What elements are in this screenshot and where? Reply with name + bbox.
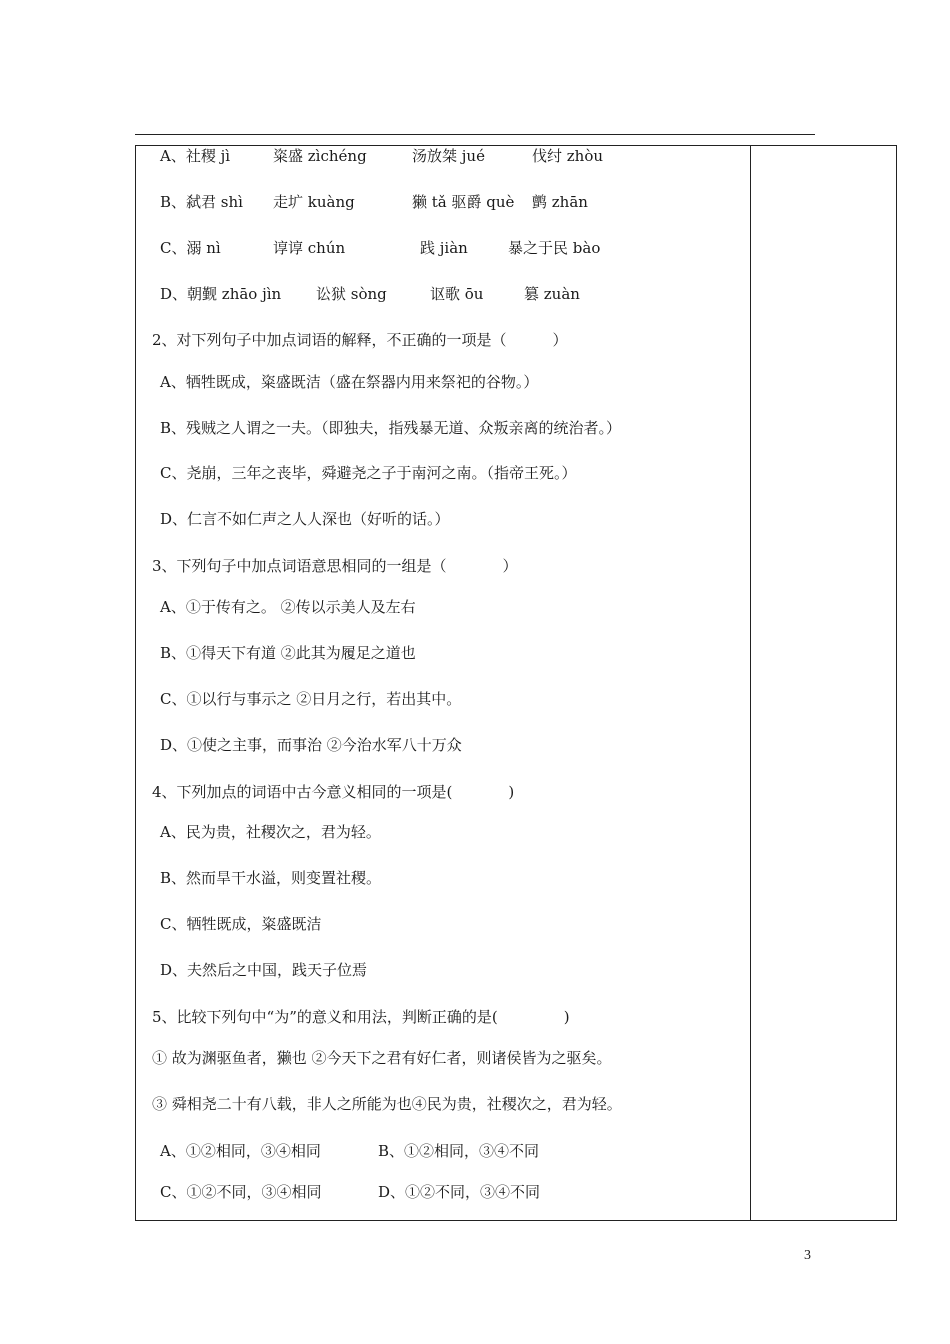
q1-option-b-1: B、弑君 shì xyxy=(160,193,243,211)
q1-option-b-4: 鹯 zhān xyxy=(532,193,588,211)
q3-option-b: B、①得天下有道 ②此其为履足之道也 xyxy=(160,644,416,662)
q4-option-b: B、然而旱干水溢，则变置社稷。 xyxy=(160,869,382,887)
q3-stem-text: 3、下列句子中加点词语意思相同的一组是（ xyxy=(152,557,447,575)
q3-option-c: C、①以行与事示之 ②日月之行，若出其中。 xyxy=(160,690,462,708)
q1-option-c-3: 践 jiàn xyxy=(420,239,468,257)
q5-option-d: D、①②不同，③④不同 xyxy=(378,1183,541,1201)
q1-option-d-2: 讼狱 sòng xyxy=(316,285,387,303)
q2-stem-text: 2、对下列句子中加点词语的解释，不正确的一项是（ xyxy=(152,331,507,349)
q1-option-c-4: 暴之于民 bào xyxy=(508,239,601,257)
q1-option-c-2: 谆谆 chún xyxy=(273,239,346,257)
q5-sentence-2: ③ 舜相尧二十有八载，非人之所能为也④民为贵，社稷次之，君为轻。 xyxy=(152,1095,622,1113)
q5-option-a: A、①②相同，③④相同 xyxy=(160,1142,321,1160)
q3-stem-close: ） xyxy=(502,557,518,575)
q5-stem xyxy=(152,1007,570,1027)
q4-option-a: A、民为贵，社稷次之，君为轻。 xyxy=(160,823,381,841)
q4-stem xyxy=(152,782,514,802)
q3-option-a: A、①于传有之。 ②传以示美人及左右 xyxy=(160,598,416,616)
q1-option-b-3: 獭 tǎ 驱爵 què xyxy=(412,193,515,211)
q1-option-b-2: 走圹 kuàng xyxy=(273,193,355,211)
q1-option-a-4: 伐纣 zhòu xyxy=(532,147,604,165)
q1-option-a-3: 汤放桀 jué xyxy=(412,147,485,165)
q1-option-d-1: D、朝觐 zhāo jìn xyxy=(160,285,282,303)
q5-sentence-1: ① 故为渊驱鱼者，獭也 ②今天下之君有好仁者，则诸侯皆为之驱矣。 xyxy=(152,1049,612,1067)
q3-option-d: D、①使之主事，而事治 ②今治水军八十万众 xyxy=(160,736,462,754)
q3-stem xyxy=(152,556,518,576)
q2-option-d: D、仁言不如仁声之人人深也（好听的话。） xyxy=(160,510,450,528)
page-number: 3 xyxy=(804,1248,811,1263)
q1-option-d-4: 篡 zuàn xyxy=(524,285,580,303)
q2-stem xyxy=(152,330,568,350)
q2-option-b: B、残贼之人谓之一夫。（即独夫，指残暴无道、众叛亲离的统治者。） xyxy=(160,419,622,437)
q5-stem-text: 5、比较下列句中“为”的意义和用法，判断正确的是( xyxy=(152,1008,498,1026)
q4-stem-text: 4、下列加点的词语中古今意义相同的一项是( xyxy=(152,783,453,801)
q2-option-c: C、尧崩，三年之丧毕，舜避尧之子于南河之南。（指帝王死。） xyxy=(160,464,577,482)
q1-option-a-1: A、社稷 jì xyxy=(160,147,231,165)
q4-option-d: D、夫然后之中国，践天子位焉 xyxy=(160,961,368,979)
q1-option-c-1: C、溺 nì xyxy=(160,239,221,257)
header-rule xyxy=(135,134,815,135)
q2-stem-close: ） xyxy=(552,331,568,349)
q4-stem-close: ) xyxy=(508,783,515,801)
q2-option-a: A、牺牲既成，粢盛既洁（盛在祭器内用来祭祀的谷物。） xyxy=(160,373,539,391)
q5-stem-close: ) xyxy=(563,1008,570,1026)
q4-option-c: C、牺牲既成，粢盛既洁 xyxy=(160,915,322,933)
q5-option-b: B、①②相同，③④不同 xyxy=(378,1142,540,1160)
q5-option-c: C、①②不同，③④相同 xyxy=(160,1183,322,1201)
q1-option-d-3: 讴歌 ōu xyxy=(430,285,484,303)
notes-column xyxy=(751,145,897,1221)
q1-option-a-2: 粢盛 zìchéng xyxy=(273,147,367,165)
